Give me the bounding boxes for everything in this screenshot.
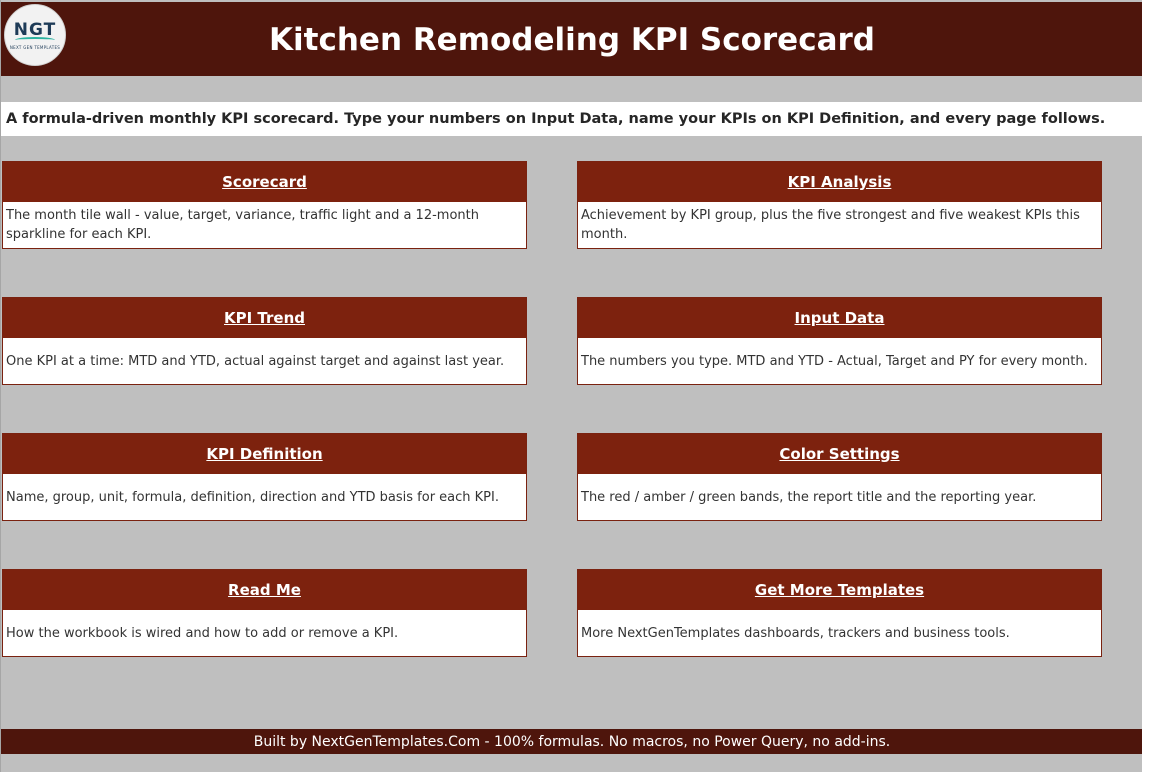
card-read-me — [2, 569, 527, 657]
card-kpi-trend-description: One KPI at a time: MTD and YTD, actual against target and against last year. — [6, 353, 505, 369]
card-read-me-description: How the workbook is wired and how to add or remove a KPI. — [6, 625, 399, 641]
card-input-data — [577, 297, 1102, 385]
card-input-data-description: The numbers you type. MTD and YTD - Actual, Target and PY for every month. — [581, 353, 1088, 369]
right-margin — [1142, 0, 1162, 774]
card-get-more-templates — [577, 569, 1102, 657]
card-kpi-trend — [2, 297, 527, 385]
logo-subtext: NEXT GEN TEMPLATES — [9, 44, 61, 50]
card-input-data-link[interactable]: Input Data — [578, 298, 1101, 338]
card-read-me-link[interactable]: Read Me — [3, 570, 526, 610]
card-scorecard-link[interactable]: Scorecard — [3, 162, 526, 202]
card-kpi-analysis — [577, 161, 1102, 249]
logo-text: NGT — [13, 19, 57, 40]
page-subtitle: A formula-driven monthly KPI scorecard. Type your numbers on Input Data, name your KPIs on KPI Definition, and every page follows. — [6, 111, 1106, 127]
card-scorecard-description: The month tile wall - value, target, variance, traffic light and a 12-month sparkline for each KPI. — [6, 208, 479, 242]
card-kpi-definition — [2, 433, 527, 521]
card-get-more-templates-description: More NextGenTemplates dashboards, trackers and business tools. — [581, 625, 1010, 641]
header-bar — [1, 2, 1143, 76]
card-kpi-definition-link[interactable]: KPI Definition — [3, 434, 526, 474]
card-kpi-analysis-link[interactable]: KPI Analysis — [578, 162, 1101, 202]
subtitle-bar — [1, 102, 1143, 136]
card-scorecard — [2, 161, 527, 249]
card-color-settings — [577, 433, 1102, 521]
card-kpi-analysis-description: Achievement by KPI group, plus the five strongest and five weakest KPIs this month. — [581, 208, 1080, 242]
page-title: Kitchen Remodeling KPI Scorecard — [269, 22, 875, 58]
card-get-more-templates-link[interactable]: Get More Templates — [578, 570, 1101, 610]
footer-bar: Built by NextGenTemplates.Com - 100% formulas. No macros, no Power Query, no add-ins. — [1, 729, 1143, 754]
card-kpi-definition-description: Name, group, unit, formula, definition, direction and YTD basis for each KPI. — [6, 489, 499, 505]
card-color-settings-description: The red / amber / green bands, the report title and the reporting year. — [581, 489, 1037, 505]
card-color-settings-link[interactable]: Color Settings — [578, 434, 1101, 474]
card-kpi-trend-link[interactable]: KPI Trend — [3, 298, 526, 338]
